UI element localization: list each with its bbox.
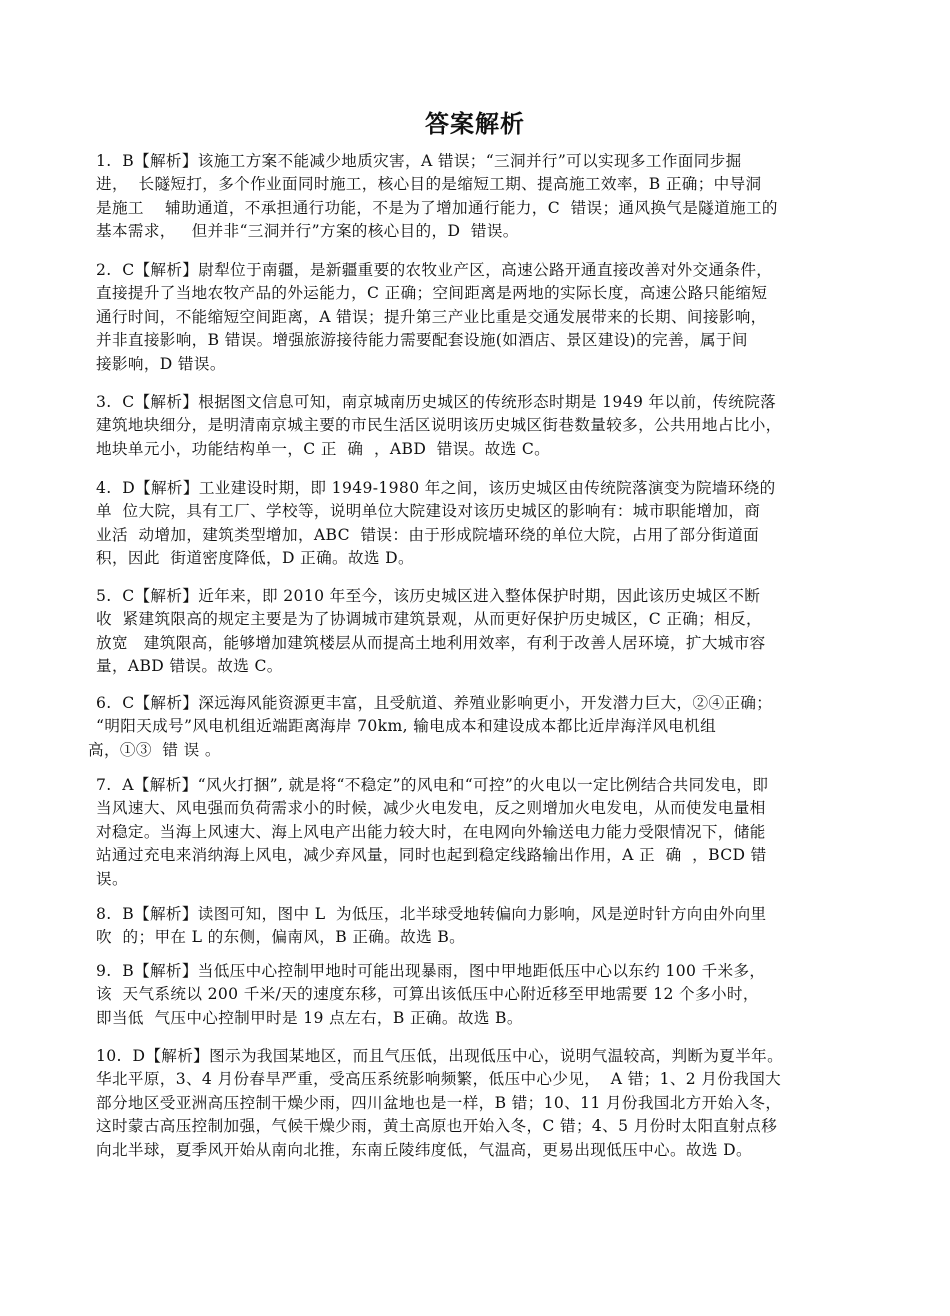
answer-line: 2. C【解析】尉犁位于南疆，是新疆重要的农牧业产区，高速公路开通直接改善对外交通条件， bbox=[96, 261, 773, 279]
answer-line: 业活 动增加，建筑类型增加，ABC 错误：由于形成院墙环绕的单位大院，占用了部分街道面 bbox=[96, 525, 760, 544]
answer-line: 基本需求， 但并非“三洞并行”方案的核心目的，D 错误。 bbox=[96, 222, 519, 241]
answer-line: 是施工 辅助通道，不承担通行功能，不是为了增加通行能力，C 错误；通风换气是隧道施工的 bbox=[96, 198, 778, 217]
answer-line: 6. C【解析】深远海风能资源更丰富，且受航道、养殖业影响更小，开发潜力巨大，②④正确； bbox=[96, 694, 773, 712]
answer-item-3 bbox=[96, 391, 864, 461]
answer-line: 积，因此 街道密度降低，D 正确。故选 D。 bbox=[96, 549, 414, 568]
page-title: 答案解析 bbox=[425, 110, 525, 138]
answer-item-7 bbox=[96, 774, 864, 891]
answer-line: “明阳天成号”风电机组近端距离海岸 70km, 输电成本和建设成本都比近岸海洋风电机组 bbox=[96, 717, 717, 736]
answer-line: 部分地区受亚洲高压控制干燥少雨，四川盆地也是一样，B 错；10、11 月份我国北方开始入冬， bbox=[96, 1093, 782, 1112]
answer-line: 8. B【解析】读图可知，图中 L 为低压，北半球受地转偏向力影响，风是逆时针方向由外向里 bbox=[96, 905, 767, 923]
answer-line: 3. C【解析】根据图文信息可知，南京城南历史城区的传统形态时期是 1949 年以前，传统院落 bbox=[96, 393, 777, 411]
answer-line: 放宽 建筑限高，能够增加建筑楼层从而提高土地利用效率，有利于改善人居环境，扩大城市容 bbox=[96, 633, 766, 652]
answer-line: 即当低 气压中心控制甲时是 19 点左右，B 正确。故选 B。 bbox=[96, 1008, 523, 1027]
answer-line: 站通过充电来消纳海上风电，减少弃风量，同时也起到稳定线路输出作用，A 正 确 ，BCD 错 bbox=[96, 846, 767, 865]
answer-item-2 bbox=[96, 259, 864, 376]
answer-item-9 bbox=[96, 960, 864, 1030]
answer-line: 1. B【解析】该施工方案不能减少地质灾害，A 错误；“三洞并行”可以实现多工作面同步掘 bbox=[96, 152, 742, 170]
answer-line: 华北平原，3、4 月份春旱严重，受高压系统影响频繁，低压中心少见， A 错；1、2 月份我国大 bbox=[96, 1070, 782, 1089]
answer-line: 4. D【解析】工业建设时期，即 1949-1980 年之间，该历史城区由传统院落演变为院墙环绕的 bbox=[96, 479, 776, 497]
answer-item-5 bbox=[96, 585, 864, 679]
answer-line: 吹 的；甲在 L 的东侧，偏南风，B 正确。故选 B。 bbox=[96, 928, 466, 947]
answer-line: 单 位大院，具有工厂、学校等，说明单位大院建设对该历史城区的影响有：城市职能增加，商 bbox=[96, 502, 761, 521]
answer-line: 建筑地块细分，是明清南京城主要的市民生活区说明该历史城区街巷数量较多，公共用地占比小， bbox=[96, 416, 782, 435]
answer-line: 对稳定。当海上风速大、海上风电产出能力较大时，在电网向外输送电力能力受限情况下，储能 bbox=[96, 822, 766, 841]
answer-line: 5. C【解析】近年来，即 2010 年至今，该历史城区进入整体保护时期，因此该历史城区不断 bbox=[96, 587, 761, 605]
answer-line: 9. B【解析】当低压中心控制甲地时可能出现暴雨，图中甲地距低压中心以东约 100 千米多， bbox=[96, 962, 766, 980]
answer-item-8 bbox=[96, 903, 864, 950]
answer-line: 进， 长隧短打，多个作业面同时施工，核心目的是缩短工期、提高施工效率，B 正确；中导洞 bbox=[96, 175, 762, 194]
answer-line: 接影响，D 错误。 bbox=[96, 354, 226, 373]
answer-item-4 bbox=[96, 477, 864, 571]
answer-line: 收 紧建筑限高的规定主要是为了协调城市建筑景观，从而更好保护历史城区，C 正确；相反， bbox=[96, 610, 762, 629]
answer-line: 通行时间，不能缩短空间距离，A 错误；提升第三产业比重是交通发展带来的长期、间接影响， bbox=[96, 307, 767, 326]
answer-line: 向北半球，夏季风开始从南向北推，东南丘陵纬度低，气温高，更易出现低压中心。故选 D。 bbox=[96, 1140, 752, 1159]
answer-line: 量，ABD 错误。故选 C。 bbox=[96, 657, 283, 676]
answer-item-1 bbox=[96, 150, 864, 244]
answer-line: 直接提升了当地农牧产品的外运能力，C 正确；空间距离是两地的实际长度，高速公路只能缩短 bbox=[96, 284, 768, 303]
answer-line: 当风速大、风电强而负荷需求小的时候，减少火电发电，反之则增加火电发电，从而使发电量相 bbox=[96, 799, 766, 818]
answer-line: 地块单元小，功能结构单一，C 正 确 ，ABD 错误。故选 C。 bbox=[96, 439, 551, 458]
answer-line: 10. D【解析】图示为我国某地区，而且气压低，出现低压中心，说明气温较高，判断为夏半年。 bbox=[96, 1047, 784, 1065]
answer-line: 这时蒙古高压控制加强，气候干燥少雨，黄土高原也开始入冬，C 错；4、5 月份时太阳直射点移 bbox=[96, 1117, 778, 1136]
answer-line: 并非直接影响，B 错误。增强旅游接待能力需要配套设施(如酒店、景区建设)的完善，属于间 bbox=[96, 331, 748, 350]
answer-item-10 bbox=[96, 1045, 864, 1162]
answer-line: 高，①③ 错 误 。 bbox=[88, 740, 221, 759]
answer-line: 7. A【解析】“风火打捆”, 就是将“不稳定”的风电和“可控”的火电以一定比例结合共同发电，即 bbox=[96, 776, 769, 794]
answer-line: 误。 bbox=[96, 869, 128, 888]
answer-item-6 bbox=[88, 692, 864, 762]
answer-line: 该 天气系统以 200 千米/天的速度东移，可算出该低压中心附近移至甲地需要 12 个多小时， bbox=[96, 985, 759, 1004]
